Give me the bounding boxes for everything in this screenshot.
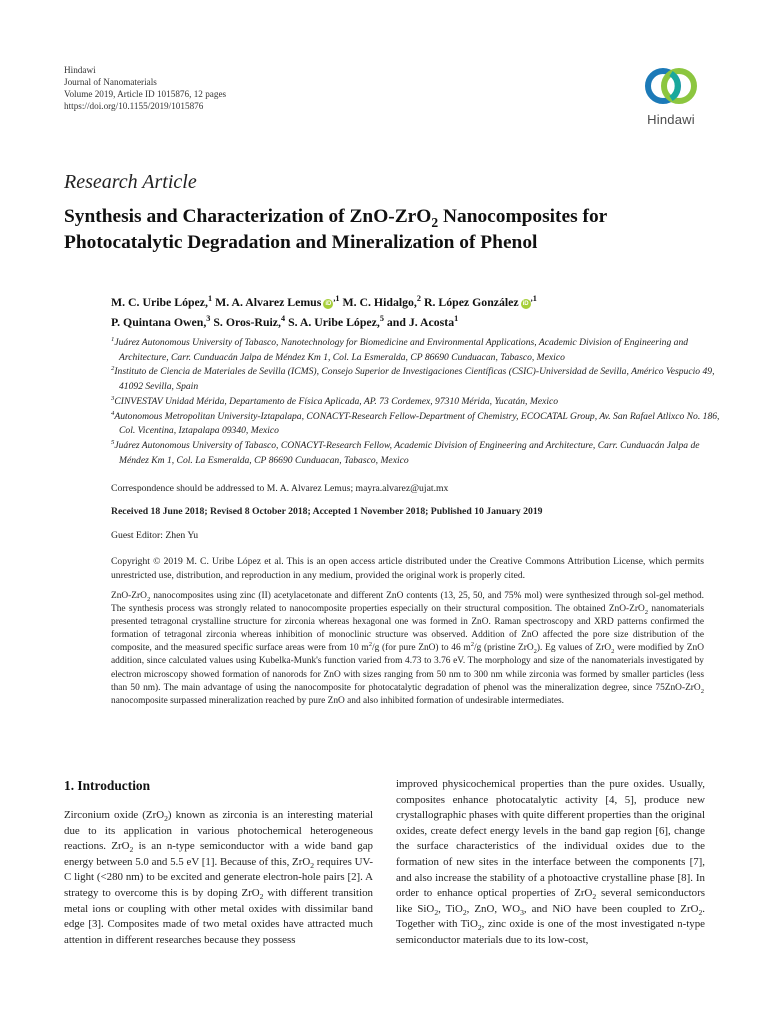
- affiliation-item: $^2$Instituto de Ciencia de Materiales de Sevilla (ICMS), Consejo Superior de Investigaciones Científicas (CSIC)-Universidad de Sevilla, Américo Vespucio 49, 41092 Sevilla, Spain: [111, 365, 715, 393]
- author-name[interactable]: and J. Acosta$^1$: [386, 314, 459, 329]
- author-name[interactable]: M. A. Alvarez Lemus $iD^{,1}$: [215, 294, 340, 309]
- author-name[interactable]: M. C. Uribe López,$^1$: [111, 294, 213, 309]
- logo-text: Hindawi: [647, 112, 695, 127]
- copyright-notice: Copyright © 2019 M. C. Uribe López et al. This is an open access article distributed under the Creative Commons Attribution License, which permits unrestricted use, distribution, and reproduction in any medium, provided the original work is properly cited.: [111, 556, 704, 581]
- volume-line: Volume 2019, Article ID 1015876, 12 pages: [64, 89, 227, 99]
- doi-link[interactable]: https://doi.org/10.1155/2019/1015876: [64, 101, 204, 111]
- author-name[interactable]: S. A. Uribe López,$^5$: [288, 314, 384, 329]
- hindawi-logo-icon: [636, 62, 706, 112]
- affiliation-item: $^5$Juárez Autonomous University of Tabasco, CONACYT-Research Fellow, Academic Division of Engineering and Architecture, Carr. Cunduacán Jalpa de Méndez Km 1, Col. La Esmeralda, CP 86690 Cunduacan, Tabasco, Mexico: [111, 438, 700, 466]
- author-name[interactable]: P. Quintana Owen,$^3$: [111, 314, 211, 329]
- section-heading: 1. Introduction: [64, 778, 151, 793]
- intro-right-column: improved physicochemical properties than the pure oxides. Usually, composites enhance photocatalytic activity [4, 5], produce new crystallographic phases with quite different properties than the original oxides, create defect energy levels in the band gap region [6], change the surface characteristics of the individual oxides due to the formation of new sites in the interface between the components [7], and also increase the stability of a photoactive crystalline phase [8]. In order to enhance optical properties of ZrO$_2$ several semiconductors like SiO$_2$, TiO$_2$, ZnO, $WO_3$, and NiO have been coupled to ZrO$_2$. Together with TiO$_2$, zinc oxide is one of the most investigated n-type semiconductor materials due to its low-cost,: [396, 778, 705, 946]
- guest-editor: Guest Editor: Zhen Yu: [111, 530, 199, 541]
- correspondence: Correspondence should be addressed to M. A. Alvarez Lemus; mayra.alvarez@ujat.mx: [111, 483, 449, 494]
- journal-meta: [64, 64, 226, 112]
- author-name[interactable]: R. López González $iD^{,1}$: [423, 294, 537, 309]
- orcid-icon[interactable]: iD: [325, 301, 332, 307]
- journal-name: Journal of Nanomaterials: [64, 77, 157, 87]
- received-dates: Received 18 June 2018; Revised 8 October 2018; Accepted 1 November 2018; Published 10 January 2019: [111, 506, 543, 517]
- author-name[interactable]: S. Oros-Ruiz,$^4$: [213, 314, 286, 329]
- affiliation-item: $^4$Autonomous Metropolitan University-Iztapalapa, CONACYT-Research Fellow-Department of Chemistry, ECOCATAL Group, Av. San Rafael Atlixco No. 186, Col. Vicentina, Iztapalapa 09340, Mexico: [111, 409, 720, 437]
- affiliation-list: [111, 336, 721, 468]
- author-list: [111, 292, 711, 332]
- affiliation-item: $^3$CINVESTAV Unidad Mérida, Departamento de Física Aplicada, AP. 73 Cordemex, 97310 Mérida, Yucatán, Mexico: [111, 394, 559, 407]
- author-name[interactable]: M. C. Hidalgo,$^2$: [342, 294, 421, 309]
- affiliation-item: $^1$Juárez Autonomous University of Tabasco, Nanotechnology for Biomedicine and Environmental Applications, Academic Division of Engineering and Architecture, Carr. Cunduacán Jalpa de Méndez Km 1, Col. La Esmeralda, CP 86690 Cunduacan, Tabasco, Mexico: [111, 335, 689, 363]
- intro-left-column: Zirconium oxide (ZrO$_2$) known as zirconia is an interesting material due to its application in various photochemical heterogeneous reactions. ZrO$_2$ is an n-type semiconductor with a wide band gap energy between 5.0 and 5.5 eV [1]. Because of this, ZrO$_2$ requires UV-C light (<280 nm) to be excited and generate electron-hole pairs [2]. A strategy to overcome this is by doping ZrO$_2$ with different transition metal ions or coupling with other metal oxides with dissimilar band edge [3]. Composites made of two metal oxides have attracted much attention in different researches because they possess: [64, 809, 374, 946]
- article-type: Research Article: [64, 171, 197, 193]
- orcid-icon[interactable]: iD: [522, 301, 529, 307]
- abstract: ZnO-ZrO$_2$ nanocomposites using zinc (II) acetylacetonate and different ZnO contents (13, 25, 50, and 75% mol) were synthesized through sol-gel method. The synthesis process was strongly related to nanocomposite properties especially on their structural composition. The obtained ZnO-ZrO$_2$ nanomaterials presented tetragonal crystalline structure for zirconia whereas hexagonal one was formed in ZnO. Raman spectroscopy and XRD patterns confirmed the formation of tetragonal zirconia whereas inhibition of monoclinic structure was observed. Addition of ZnO affected the pore size distribution of the composite, and the measured specific surface areas were from 10 $m^2/g$ (for pure ZnO) to 46 $m^2/g$ (pristine ZrO$_2$). Eg values of ZrO$_2$ were modified by ZnO addition, since calculated values using Kubelka-Munk's function varied from 4.73 to 3.76 eV. The morphology and size of the nanomaterials investigated by electron microscopy showed formation of nanorods for ZnO with sizes ranging from 50 nm to 300 nm while zirconia was formed by smaller particles (less than 50 nm). The main advantage of using the nanocomposite for photocatalytic degradation of phenol was the mineralization degree, since 75ZnO-ZrO$_2$ nanocomposite surpassed mineralization reached by pure ZnO and also inhibited formation of undesirable intermediates.: [111, 591, 704, 706]
- hindawi-logo: [636, 62, 706, 142]
- article-title: Synthesis and Characterization of ZnO-ZrO$_2$ Nanocomposites for Photocatalytic Degradation and Mineralization of Phenol: [64, 206, 607, 253]
- publisher-name: Hindawi: [64, 65, 96, 75]
